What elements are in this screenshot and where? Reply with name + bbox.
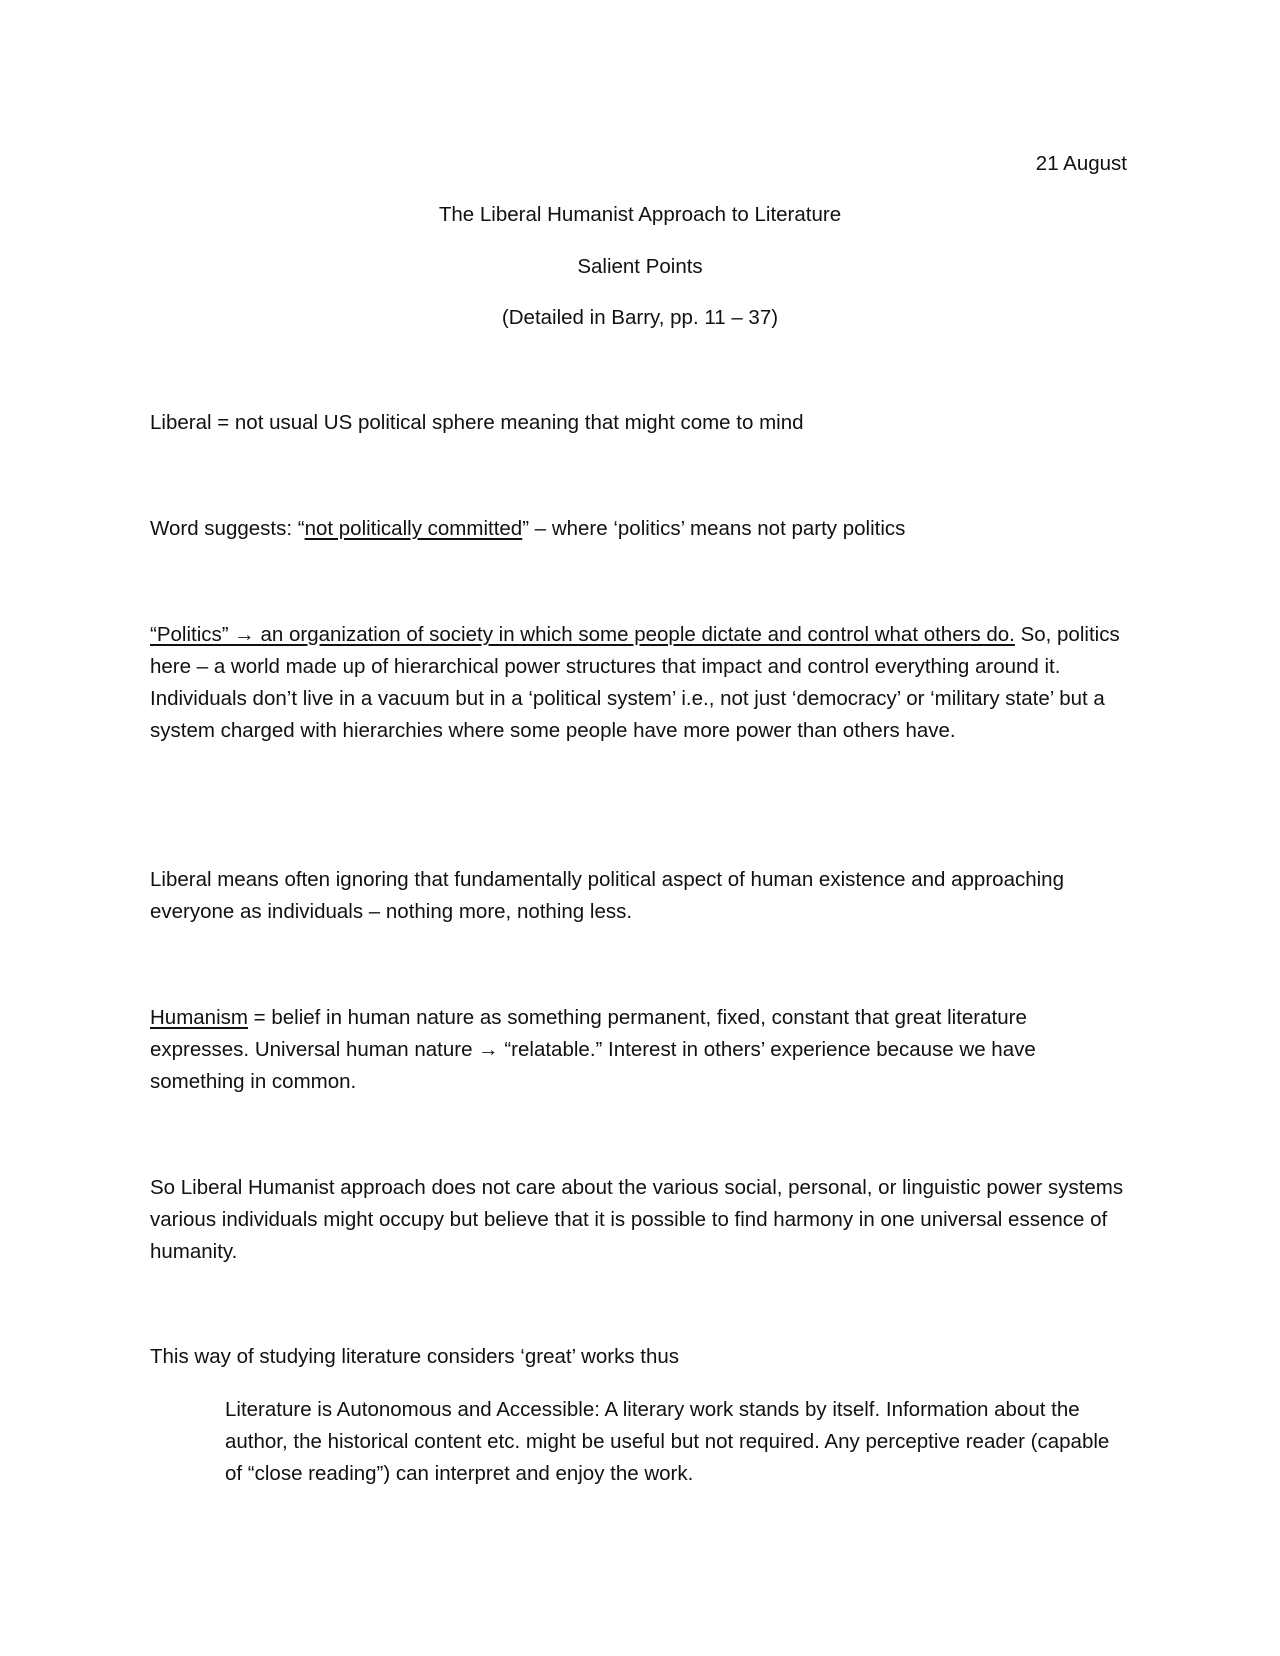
document-title: The Liberal Humanist Approach to Literature: [438, 203, 842, 226]
word-suggests-suffix: ” – where ‘politics’ means not party politics: [522, 517, 906, 540]
not-politically-committed-phrase: not politically committed: [304, 517, 523, 540]
reference-line: (Detailed in Barry, pp. 11 – 37): [501, 306, 779, 329]
politics-definition: “Politics” → an organization of society in which some people dictate and control what others do.: [150, 623, 1015, 646]
paragraph-liberal-means: Liberal means often ignoring that fundamentally political aspect of human existence and approaching everyone as individuals – nothing more, nothing less.: [150, 868, 1064, 923]
document-subtitle: Salient Points: [577, 255, 703, 278]
paragraph-word-suggests: [150, 513, 1130, 545]
paragraph-liberal-definition: Liberal = not usual US political sphere meaning that might come to mind: [150, 411, 804, 434]
paragraph-autonomous-accessible: Literature is Autonomous and Accessible: A literary work stands by itself. Information about the author, the historical content etc. might be useful but not required. Any perceptive reader (capable of “close reading”) can interpret and enjoy the work.: [225, 1398, 1110, 1485]
paragraph-humanism: [150, 1002, 1130, 1098]
date-line: 21 August: [1035, 152, 1127, 175]
paragraph-politics: [150, 619, 1130, 747]
paragraph-this-way: This way of studying literature considers ‘great’ works thus: [150, 1345, 680, 1368]
word-suggests-prefix: Word suggests: “: [150, 517, 305, 540]
politics-explanation: So, politics here – a world made up of hierarchical power structures that impact and control everything around it. Individuals don’t live in a vacuum but in a ‘political system’ i.e., not just ‘democracy’ or ‘military state’ but a system charged with hierarchies where some people have more power than others have.: [150, 623, 1120, 742]
humanism-term: Humanism: [150, 1006, 248, 1029]
humanism-definition: = belief in human nature as something permanent, fixed, constant that great literature expresses. Universal human nature → “relatable.” Interest in others’ experience because we have something in common.: [150, 1006, 1036, 1093]
paragraph-so-liberal: So Liberal Humanist approach does not care about the various social, personal, or linguistic power systems various individuals might occupy but believe that it is possible to find harmony in one universal essence of humanity.: [150, 1176, 1124, 1263]
